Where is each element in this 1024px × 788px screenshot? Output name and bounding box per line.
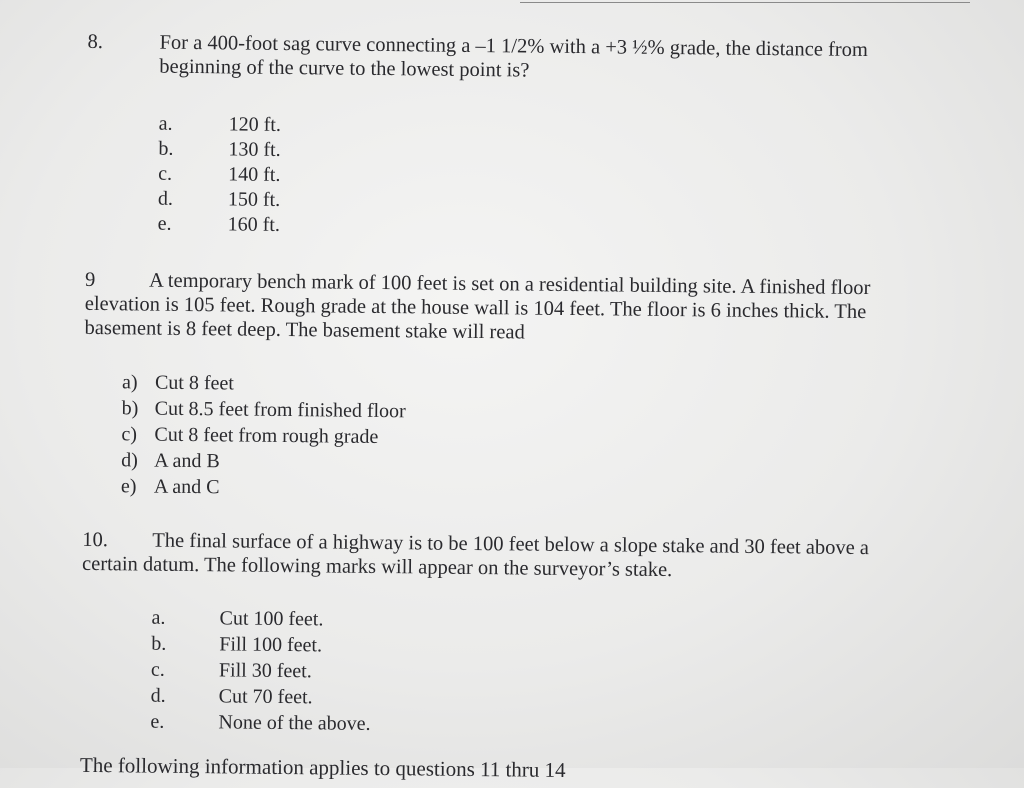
option-text: Cut 100 feet. xyxy=(219,607,324,631)
option-letter: d. xyxy=(157,187,174,210)
option-letter: a. xyxy=(158,112,173,135)
option-text: A and C xyxy=(153,475,220,499)
option-letter: c. xyxy=(150,658,166,681)
option-letter: e) xyxy=(120,475,137,498)
question-text-line: basement is 8 feet deep. The basement stake will read xyxy=(84,316,525,344)
option-text: Fill 100 feet. xyxy=(219,633,323,657)
question-number: 10. xyxy=(82,528,109,552)
option-text: Cut 8 feet xyxy=(154,371,234,395)
option-text: Cut 70 feet. xyxy=(218,685,313,709)
option-letter: a) xyxy=(121,371,138,394)
option-text: Cut 8 feet from rough grade xyxy=(154,423,379,448)
option-letter: d) xyxy=(121,449,138,472)
option-text: None of the above. xyxy=(218,711,371,735)
question-text-line: elevation is 105 feet. Rough grade at the house wall is 104 feet. The floor is 6 inches thick. The xyxy=(84,292,867,324)
option-text: 160 ft. xyxy=(227,213,280,236)
option-text: 150 ft. xyxy=(227,188,281,211)
option-letter: e. xyxy=(157,212,172,235)
option-text: 140 ft. xyxy=(228,163,281,186)
top-divider-line xyxy=(520,2,970,3)
question-number: 9 xyxy=(84,268,96,292)
option-letter: e. xyxy=(150,710,165,733)
question-text-line: certain datum. The following marks will appear on the surveyor’s stake. xyxy=(81,552,673,582)
option-letter: b) xyxy=(121,397,139,420)
question-text-line: beginning of the curve to the lowest point is? xyxy=(159,55,530,82)
option-text: Cut 8.5 feet from finished floor xyxy=(154,397,406,423)
option-letter: c) xyxy=(121,423,138,446)
option-text: 120 ft. xyxy=(228,113,282,136)
question-number: 8. xyxy=(87,30,104,54)
option-text: 130 ft. xyxy=(228,138,281,161)
question-text-line: The final surface of a highway is to be 100 feet below a slope stake and 30 feet above a xyxy=(152,529,870,560)
question-text-line: A temporary bench mark of 100 feet is set on a residential building site. A finished floor xyxy=(148,269,871,300)
question-text-line: For a 400-foot sag curve connecting a –1 1/2% with a +3 ½% grade, the distance from xyxy=(159,31,868,62)
option-letter: b. xyxy=(151,632,167,655)
cutoff-instruction-line: The following information applies to questions 11 thru 14 xyxy=(79,752,566,782)
option-letter: d. xyxy=(150,684,166,707)
option-letter: c. xyxy=(158,162,173,185)
option-text: Fill 30 feet. xyxy=(218,659,312,683)
option-letter: b. xyxy=(158,137,174,160)
option-letter: a. xyxy=(151,606,166,629)
option-text: A and B xyxy=(154,449,220,473)
